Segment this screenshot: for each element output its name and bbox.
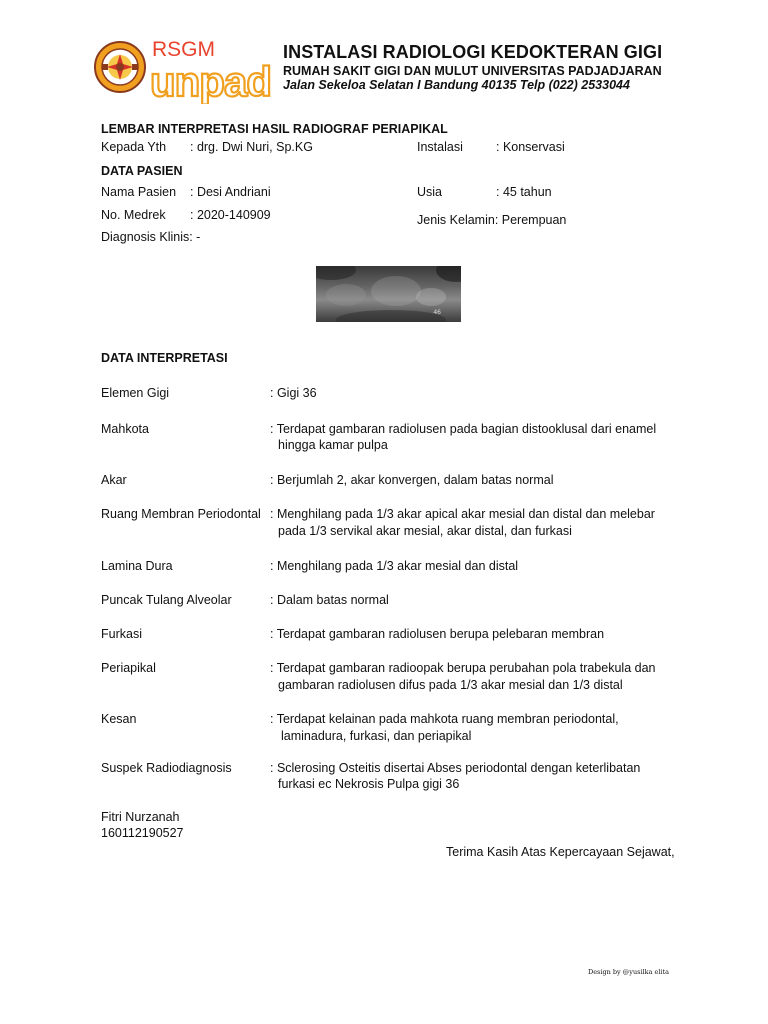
row-label-mahkota: Mahkota — [101, 422, 149, 436]
row-label-elemen-gigi: Elemen Gigi — [101, 386, 170, 400]
row-value-lamina-dura: : Menghilang pada 1/3 akar mesial dan distal — [270, 559, 519, 573]
signer-name: Fitri Nurzanah — [101, 810, 180, 824]
logo-unpad-text: unpad — [150, 58, 271, 104]
interpretation-heading: DATA INTERPRETASI — [101, 351, 228, 365]
row-value-mahkota: : Terdapat gambaran radiolusen pada bagian distooklusal dari enamel — [270, 422, 657, 436]
unpad-seal-icon — [93, 40, 147, 94]
row-value-ruang-membran-cont: pada 1/3 servikal akar mesial, akar distal, dan furkasi — [278, 524, 572, 538]
row-value-suspek-cont: furkasi ec Nekrosis Pulpa gigi 36 — [278, 777, 460, 791]
form-title: LEMBAR INTERPRETASI HASIL RADIOGRAF PERIAPIKAL — [101, 122, 448, 136]
patient-name-value: : Desi Andriani — [190, 185, 271, 199]
row-value-kesan-cont: laminadura, furkasi, dan periapikal — [281, 729, 472, 743]
institution-title: INSTALASI RADIOLOGI KEDOKTERAN GIGI — [283, 42, 663, 62]
row-value-kesan: : Terdapat kelainan pada mahkota ruang membran periodontal, — [270, 712, 619, 726]
patient-heading: DATA PASIEN — [101, 164, 183, 178]
row-label-akar: Akar — [101, 473, 127, 487]
design-credit: Design by @yusilka elita — [588, 968, 670, 976]
institution-address: Jalan Sekeloa Selatan I Bandung 40135 Telp (022) 2533044 — [283, 78, 630, 92]
signer-id: 160112190527 — [101, 826, 184, 840]
patient-name-label: Nama Pasien — [101, 185, 177, 199]
closing-thanks: Terima Kasih Atas Kepercayaan Sejawat, — [446, 845, 675, 859]
periapical-radiograph-image — [316, 266, 461, 322]
row-label-ruang-membran: Ruang Membran Periodontal — [101, 507, 261, 521]
row-value-ruang-membran: : Menghilang pada 1/3 akar apical akar mesial dan distal dan melebar — [270, 507, 655, 521]
row-value-periapikal: : Terdapat gambaran radioopak berupa perubahan pola trabekula dan — [270, 661, 656, 675]
rsgm-unpad-logo — [150, 36, 274, 104]
row-value-elemen-gigi: : Gigi 36 — [270, 386, 317, 400]
row-value-puncak-tulang: : Dalam batas normal — [270, 593, 389, 607]
logo-rsgm-text: RSGM — [152, 38, 215, 61]
row-label-kesan: Kesan — [101, 712, 137, 726]
installation-value: : Konservasi — [496, 140, 565, 154]
row-label-furkasi: Furkasi — [101, 627, 142, 641]
medrek-label: No. Medrek — [101, 208, 166, 222]
patient-gender: Jenis Kelamin: Perempuan — [417, 213, 567, 227]
clinical-diagnosis: Diagnosis Klinis: - — [101, 230, 201, 244]
row-label-puncak-tulang: Puncak Tulang Alveolar — [101, 593, 232, 607]
patient-age-label: Usia — [417, 185, 443, 199]
row-label-periapikal: Periapikal — [101, 661, 156, 675]
recipient-label: Kepada Yth — [101, 140, 167, 154]
institution-subtitle: RUMAH SAKIT GIGI DAN MULUT UNIVERSITAS PADJADJARAN — [283, 64, 662, 78]
radiograph-mark: 46 — [433, 309, 441, 316]
row-value-akar: : Berjumlah 2, akar konvergen, dalam batas normal — [270, 473, 554, 487]
row-value-suspek: : Sclerosing Osteitis disertai Abses periodontal dengan keterlibatan — [270, 761, 641, 775]
row-value-furkasi: : Terdapat gambaran radiolusen berupa pelebaran membran — [270, 627, 605, 641]
row-label-lamina-dura: Lamina Dura — [101, 559, 173, 573]
row-label-suspek: Suspek Radiodiagnosis — [101, 761, 232, 775]
row-value-periapikal-cont: gambaran radiolusen difus pada 1/3 akar mesial dan 1/3 distal — [278, 678, 623, 692]
row-value-mahkota-cont: hingga kamar pulpa — [278, 438, 388, 452]
recipient-value: : drg. Dwi Nuri, Sp.KG — [190, 140, 313, 154]
medrek-value: : 2020-140909 — [190, 208, 271, 222]
installation-label: Instalasi — [417, 140, 463, 154]
patient-age-value: : 45 tahun — [496, 185, 552, 199]
